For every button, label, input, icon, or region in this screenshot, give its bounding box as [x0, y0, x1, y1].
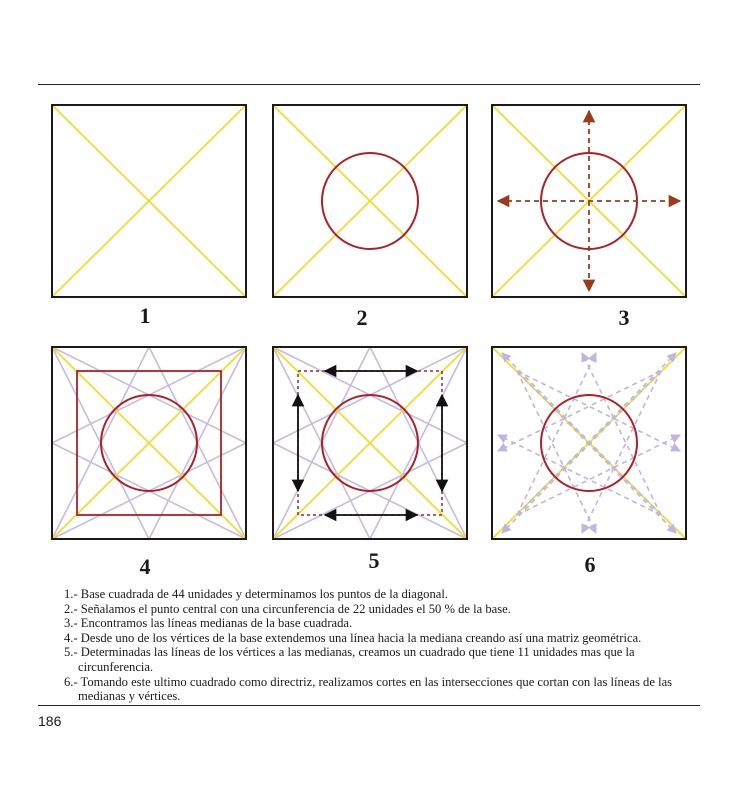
step-item: 2.- Señalamos el punto central con una circunferencia de 22 unidades el 50 % de la base. — [64, 601, 511, 616]
figure-1 — [52, 105, 246, 297]
figure-6 — [492, 347, 686, 539]
step-item: 4.- Desde uno de los vértices de la base extendemos una línea hacia la mediana creando así una matriz geométrica. — [64, 630, 642, 645]
figure-label-3: 3 — [618, 305, 630, 330]
figure-label-2: 2 — [356, 305, 368, 330]
figure-label-6: 6 — [584, 552, 596, 577]
bottom-rule — [38, 705, 700, 706]
step-item: 6.- Tomando este ultimo cuadrado como directriz, realizamos cortes en las intersecciones que cortan con las líneas de las medianas y vértices. — [64, 674, 673, 704]
step-item: 3.- Encontramos las líneas medianas de la base cuadrada. — [64, 616, 353, 631]
figure-2 — [273, 105, 467, 297]
figure-label-4: 4 — [139, 554, 151, 579]
figure-4 — [52, 347, 246, 539]
step-item: 1.- Base cuadrada de 44 unidades y determinamos los puntos de la diagonal. — [64, 587, 449, 601]
figure-label-1: 1 — [139, 303, 151, 328]
figure-5 — [273, 347, 467, 539]
figure-3 — [492, 105, 686, 297]
step-item: 5.- Determinadas las líneas de los vértices a las medianas, creamos un cuadrado que tiene 11 unidades mas que la circunferencia. — [64, 645, 635, 674]
steps-list — [64, 587, 700, 704]
figure-label-5: 5 — [368, 548, 380, 573]
page-number: 186 — [38, 713, 62, 729]
